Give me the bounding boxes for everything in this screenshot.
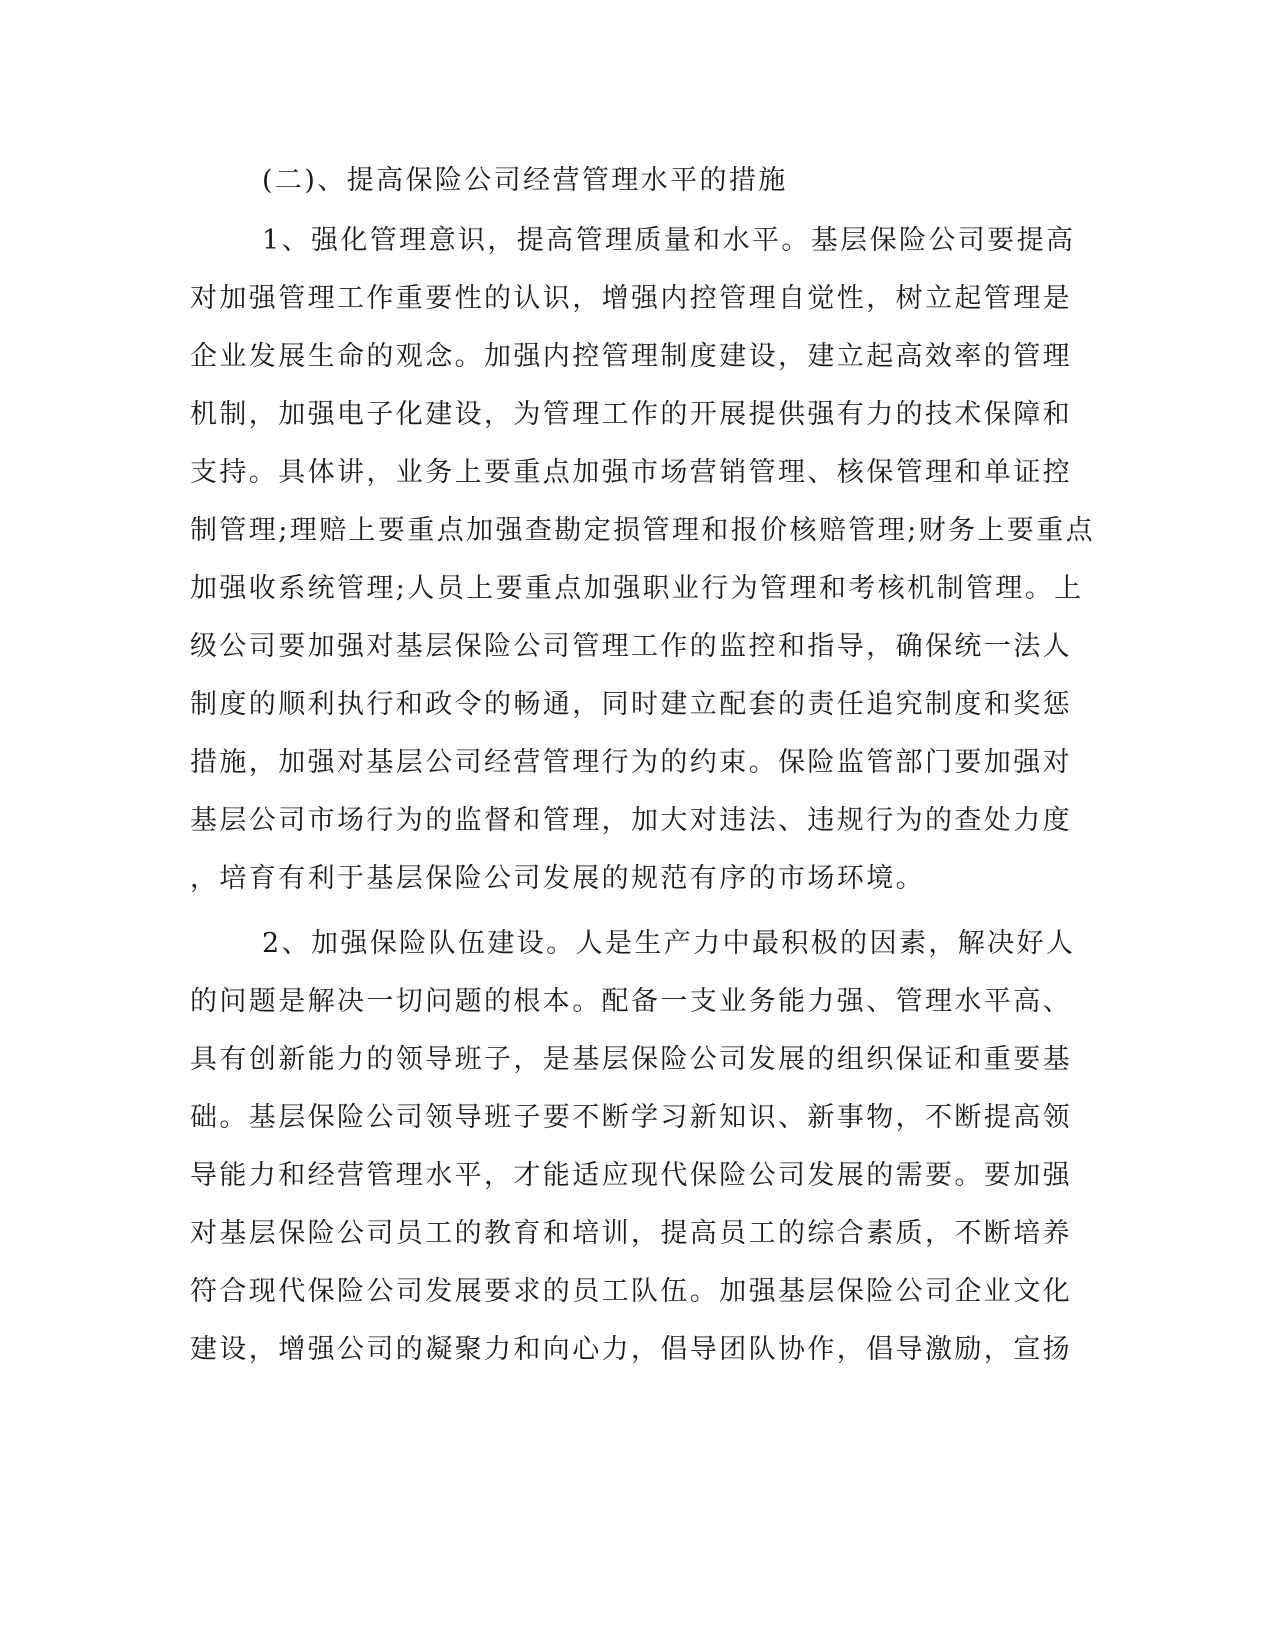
paragraph-line: 对加强管理工作重要性的认识，增强内控管理自觉性，树立起管理是 <box>190 283 1072 314</box>
paragraph-line: 措施，加强对基层公司经营管理行为的约束。保险监管部门要加强对 <box>190 747 1072 778</box>
paragraph-line: 制度的顺利执行和政令的畅通，同时建立配套的责任追究制度和奖惩 <box>190 689 1072 720</box>
section-heading: (二)、提高保险公司经营管理水平的措施 <box>262 165 788 196</box>
paragraph-line: 制管理;理赔上要重点加强查勘定损管理和报价核赔管理;财务上要重点 <box>190 515 1095 546</box>
paragraph-line: 企业发展生命的观念。加强内控管理制度建设，建立起高效率的管理 <box>190 341 1072 372</box>
paragraph-line: 级公司要加强对基层保险公司管理工作的监控和指导，确保统一法人 <box>190 631 1072 662</box>
paragraph-line: 符合现代保险公司发展要求的员工队伍。加强基层保险公司企业文化 <box>190 1276 1072 1307</box>
paragraph-line: 对基层保险公司员工的教育和培训，提高员工的综合素质，不断培养 <box>190 1218 1072 1249</box>
paragraph-line: 建设，增强公司的凝聚力和向心力，倡导团队协作，倡导激励，宣扬 <box>190 1334 1072 1365</box>
paragraph-line: 础。基层保险公司领导班子要不断学习新知识、新事物，不断提高领 <box>190 1102 1072 1133</box>
paragraph-line: 的问题是解决一切问题的根本。配备一支业务能力强、管理水平高、 <box>190 986 1072 1017</box>
paragraph-line: 导能力和经营管理水平，才能适应现代保险公司发展的需要。要加强 <box>190 1160 1072 1191</box>
paragraph-line: 2、加强保险队伍建设。人是生产力中最积极的因素，解决好人 <box>262 928 1076 959</box>
paragraph-line: 加强收系统管理;人员上要重点加强职业行为管理和考核机制管理。上 <box>190 573 1084 604</box>
paragraph-line: 具有创新能力的领导班子，是基层保险公司发展的组织保证和重要基 <box>190 1044 1072 1075</box>
paragraph-line: ，培育有利于基层保险公司发展的规范有序的市场环境。 <box>190 863 925 894</box>
paragraph-line: 1、强化管理意识，提高管理质量和水平。基层保险公司要提高 <box>262 225 1076 256</box>
paragraph-line: 支持。具体讲，业务上要重点加强市场营销管理、核保管理和单证控 <box>190 457 1072 488</box>
paragraph-line: 基层公司市场行为的监督和管理，加大对违法、违规行为的查处力度 <box>190 805 1072 836</box>
paragraph-line: 机制，加强电子化建设，为管理工作的开展提供强有力的技术保障和 <box>190 399 1072 430</box>
